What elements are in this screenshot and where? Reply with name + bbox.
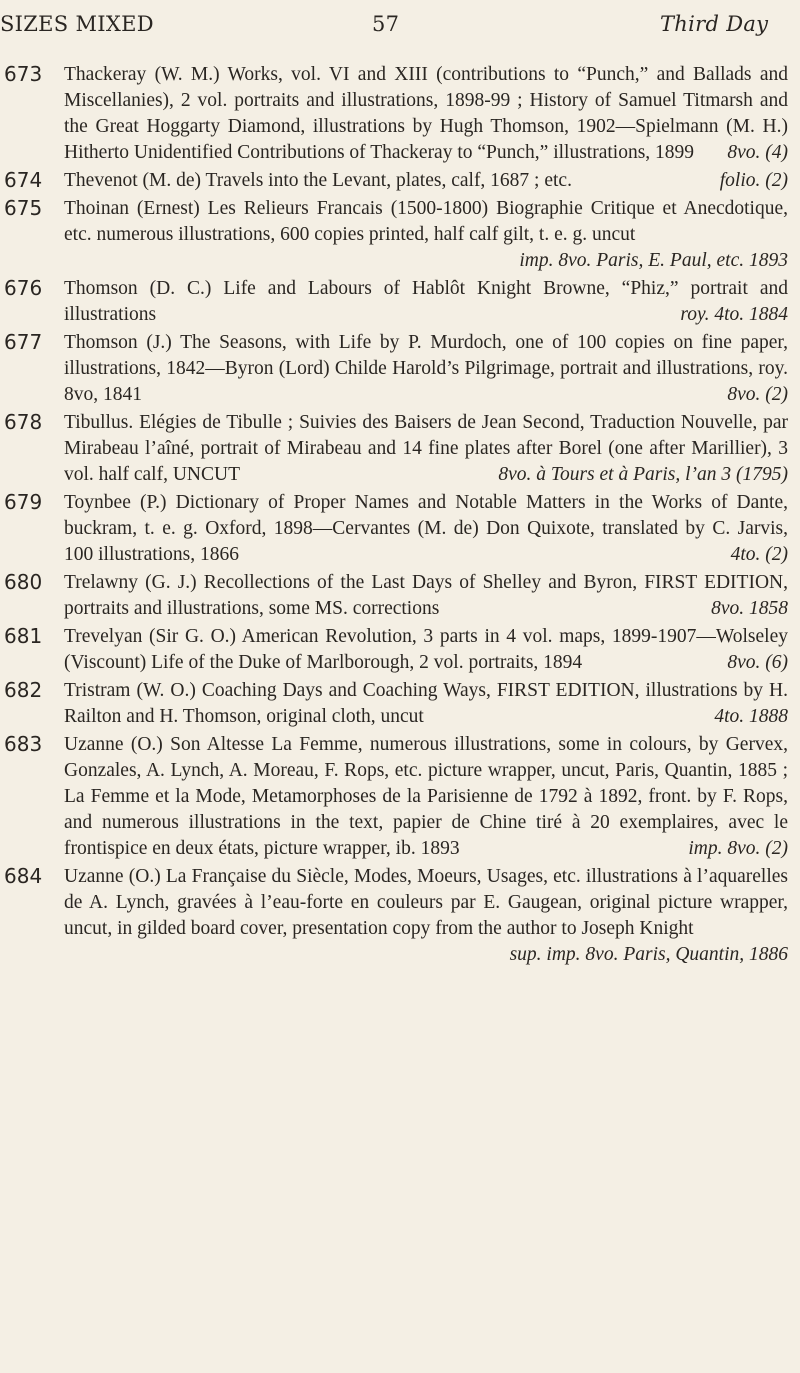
lot-description [64, 570, 788, 622]
lot-format: roy. 4to. 1884 [680, 304, 788, 325]
lot-description-text: Thomson (J.) The Seasons, with Life by P. Murdoch, one of 100 copies on fine paper, illustrations, 1842—Byron (Lord) Childe Harold’s Pilgrimage, portrait and illustrations, roy. 8vo, 1841 [64, 332, 788, 405]
running-head [0, 12, 800, 52]
lot-entry [0, 624, 800, 676]
lot-number: 676 [4, 276, 43, 300]
lot-number: 678 [4, 410, 43, 434]
lot-format: 8vo. (4) [727, 142, 788, 163]
lot-description-text: Uzanne (O.) Son Altesse La Femme, numerous illustrations, some in colours, by Gervex, Gonzales, A. Lynch, A. Moreau, F. Rops, etc. picture wrapper, uncut, Paris, Quantin, 1885 ; La Femme et la Mode, Metamorphoses de la Parisienne de 1792 à 1892, front. by F. Rops, and numerous illustrations in the text, papier de Chine tiré à 20 exemplaires, avec le frontispice en deux états, picture wrapper, ib. 1893 [64, 734, 788, 859]
lot-entry [0, 168, 800, 194]
lot-description-text: Trevelyan (Sir G. O.) American Revolution, 3 parts in 4 vol. maps, 1899-1907—Wolseley (Viscount) Life of the Duke of Marlborough, 2 vol. portraits, 1894 [64, 626, 788, 673]
lot-format: folio. (2) [719, 170, 788, 191]
lot-description-text: Thoinan (Ernest) Les Relieurs Francais (1500-1800) Biographie Critique et Anecdotique, etc. numerous illustrations, 600 copies printed, half calf gilt, t. e. g. uncut [64, 198, 788, 245]
lot-entry [0, 490, 800, 568]
lot-format: sup. imp. 8vo. Paris, Quantin, 1886 [509, 944, 788, 965]
lot-description [64, 410, 788, 488]
lot-description [64, 168, 788, 194]
lot-entry [0, 330, 800, 408]
lot-description-text: Tristram (W. O.) Coaching Days and Coaching Ways, FIRST EDITION, illustrations by H. Railton and H. Thomson, original cloth, uncut [64, 680, 788, 727]
lot-description-text: Thackeray (W. M.) Works, vol. VI and XIII (contributions to “Punch,” and Ballads and Miscellanies), 2 vol. portraits and illustrations, 1898-99 ; History of Samuel Titmarsh and the Great Hoggarty Diamond, illustrations by Hugh Thomson, 1902—Spielmann (M. H.) Hitherto Unidentified Contributions of Thackeray to “Punch,” illustrations, 1899 [64, 64, 788, 163]
lot-number: 682 [4, 678, 43, 702]
lot-format: 4to. (2) [730, 544, 788, 565]
lot-format: 8vo. (6) [727, 652, 788, 673]
lot-list [0, 62, 800, 970]
lot-description-text: Thevenot (M. de) Travels into the Levant, plates, calf, 1687 ; etc. [64, 170, 572, 191]
lot-format: imp. 8vo. (2) [688, 838, 788, 859]
lot-description [64, 732, 788, 862]
lot-description [64, 196, 788, 274]
lot-number: 681 [4, 624, 43, 648]
lot-format: 8vo. à Tours et à Paris, l’an 3 (1795) [498, 464, 788, 485]
page-number: 57 [372, 12, 400, 36]
lot-entry [0, 570, 800, 622]
lot-description-text: Toynbee (P.) Dictionary of Proper Names and Notable Matters in the Works of Dante, buckram, t. e. g. Oxford, 1898—Cervantes (M. de) Don Quixote, translated by C. Jarvis, 100 illustrations, 1866 [64, 492, 788, 565]
lot-number: 680 [4, 570, 43, 594]
lot-description-text: Trelawny (G. J.) Recollections of the Last Days of Shelley and Byron, FIRST EDITION, portraits and illustrations, some MS. corrections [64, 572, 788, 619]
header-day-label: Third Day [660, 12, 769, 36]
lot-format: imp. 8vo. Paris, E. Paul, etc. 1893 [519, 250, 788, 271]
lot-entry [0, 62, 800, 166]
lot-entry [0, 732, 800, 862]
header-section-title: SIZES MIXED [0, 12, 154, 36]
lot-description [64, 276, 788, 328]
lot-number: 674 [4, 168, 43, 192]
lot-description [64, 62, 788, 166]
lot-description [64, 624, 788, 676]
lot-entry [0, 276, 800, 328]
lot-entry [0, 678, 800, 730]
lot-format: 8vo. (2) [727, 384, 788, 405]
lot-format: 4to. 1888 [714, 706, 788, 727]
lot-entry [0, 864, 800, 968]
lot-description [64, 490, 788, 568]
lot-description [64, 864, 788, 968]
lot-format: 8vo. 1858 [711, 598, 788, 619]
lot-description-text: Tibullus. Elégies de Tibulle ; Suivies des Baisers de Jean Second, Traduction Nouvelle, par Mirabeau l’aîné, portrait of Mirabeau and 14 fine plates after Borel (one after Marillier), 3 vol. half calf, UNCUT [64, 412, 788, 485]
lot-entry [0, 196, 800, 274]
lot-description-text: Uzanne (O.) La Française du Siècle, Modes, Moeurs, Usages, etc. illustrations à l’aquarelles de A. Lynch, gravées à l’eau-forte en couleurs par E. Gaugean, original picture wrapper, uncut, in gilded board cover, presentation copy from the author to Joseph Knight [64, 866, 788, 939]
lot-number: 677 [4, 330, 43, 354]
lot-number: 683 [4, 732, 43, 756]
lot-number: 675 [4, 196, 43, 220]
lot-description-text: Thomson (D. C.) Life and Labours of Hablôt Knight Browne, “Phiz,” portrait and illustrations [64, 278, 788, 325]
lot-description [64, 330, 788, 408]
lot-description [64, 678, 788, 730]
lot-entry [0, 410, 800, 488]
lot-number: 673 [4, 62, 43, 86]
lot-number: 684 [4, 864, 43, 888]
lot-number: 679 [4, 490, 43, 514]
